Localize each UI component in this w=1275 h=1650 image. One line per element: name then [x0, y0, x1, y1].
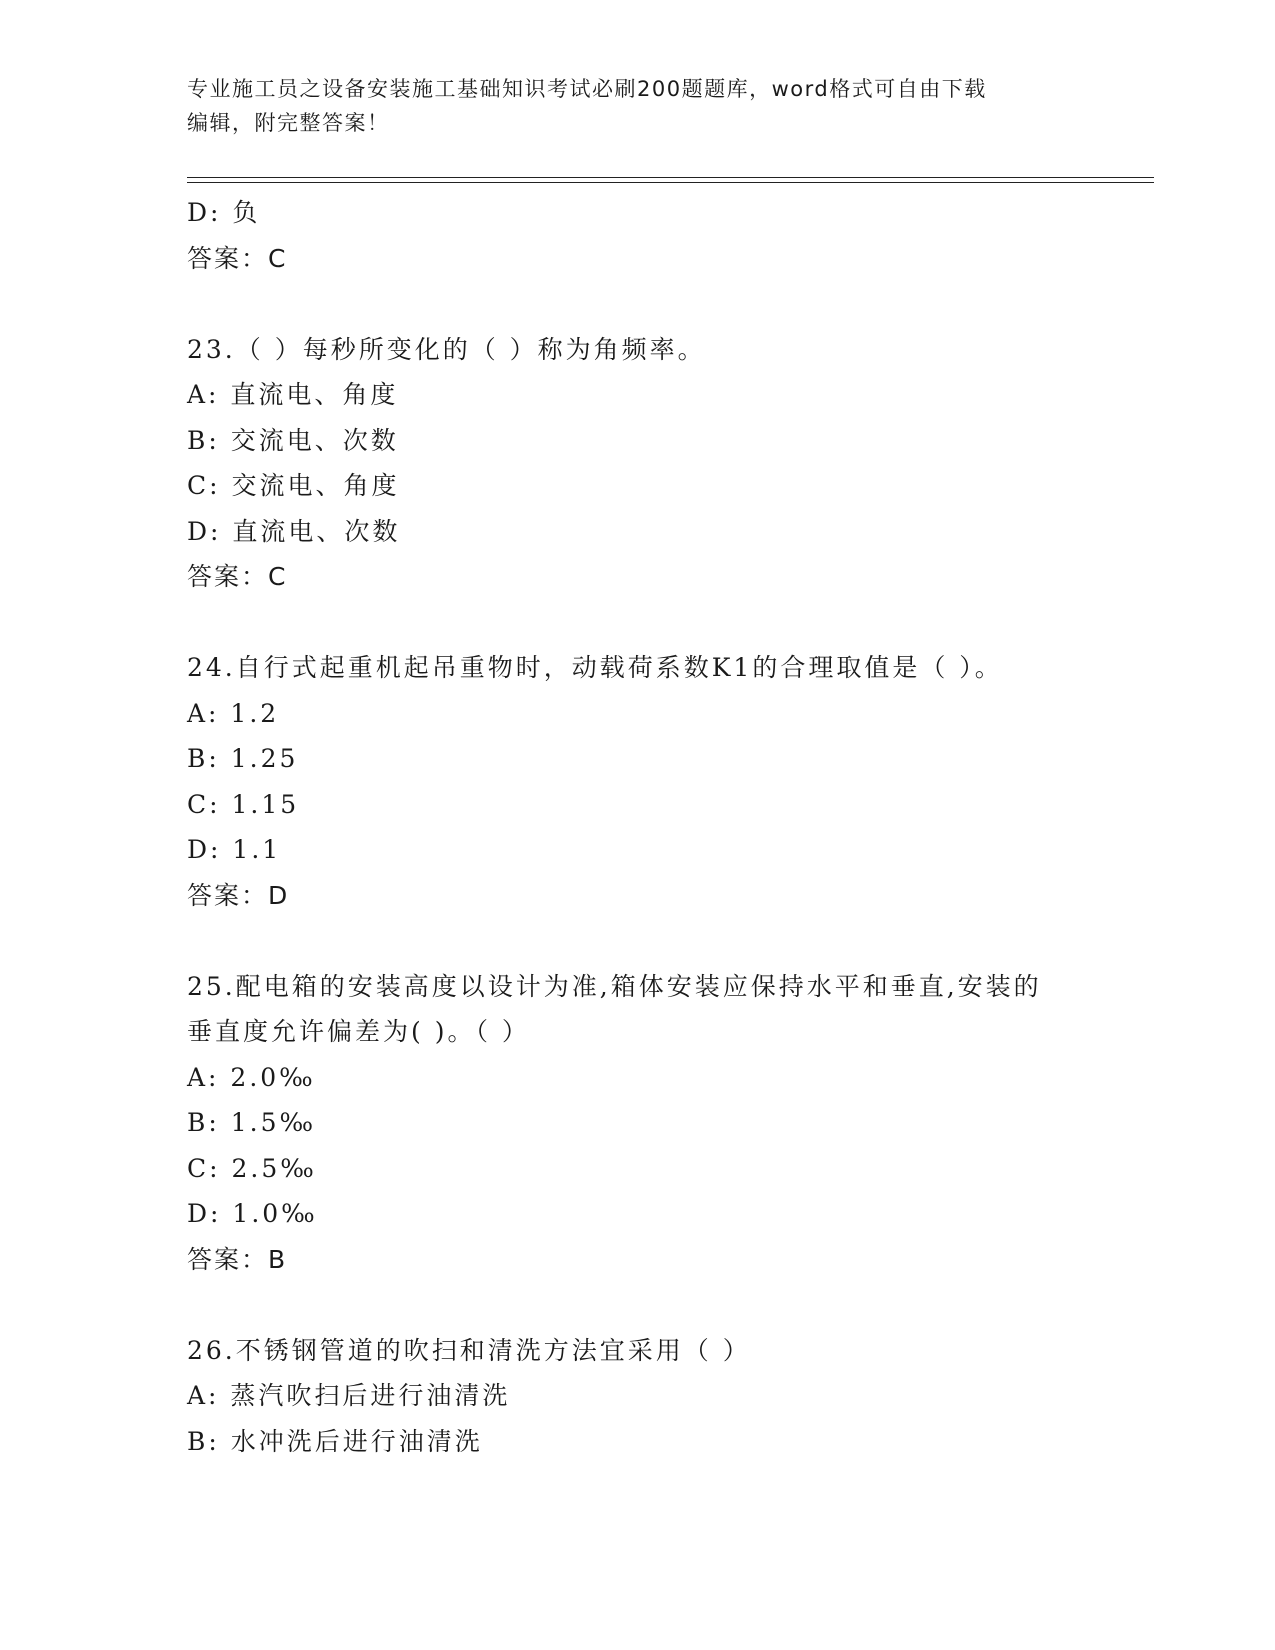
option-d: D: 负	[187, 198, 261, 227]
option-a: A: 直流电、角度	[187, 380, 399, 409]
question-stem: 26.不锈钢管道的吹扫和清洗方法宜采用（ ）	[187, 1335, 751, 1365]
header-line-2: 编辑，附完整答案！	[187, 111, 390, 135]
answer-line: 答案：C	[187, 562, 288, 591]
header-rule-top	[187, 177, 1154, 178]
option-d: D: 1.0‰	[187, 1199, 318, 1228]
answer-line: 答案：B	[187, 1244, 288, 1274]
option-b: B: 水冲洗后进行油清洗	[187, 1426, 483, 1456]
option-b: B: 1.25	[187, 744, 299, 773]
option-c: C: 2.5‰	[187, 1153, 317, 1183]
option-d: D: 1.1	[187, 835, 282, 864]
option-a: A: 1.2	[187, 698, 280, 728]
option-d: D: 直流电、次数	[187, 516, 401, 546]
document-header	[187, 72, 1087, 140]
option-a: A: 2.0‰	[187, 1062, 316, 1092]
answer-line: 答案：C	[187, 243, 288, 273]
option-b: B: 交流电、次数	[187, 425, 399, 455]
question-stem: 23.（ ）每秒所变化的（ ）称为角频率。	[187, 334, 706, 364]
header-line-1: 专业施工员之设备安装施工基础知识考试必刷200题题库，word格式可自由下载	[187, 77, 987, 101]
option-b: B: 1.5‰	[187, 1108, 317, 1137]
option-c: C: 1.15	[187, 789, 300, 819]
question-content	[187, 190, 1107, 1464]
question-stem: 24.自行式起重机起吊重物时，动载荷系数K1的合理取值是（ ）。	[187, 653, 1003, 682]
header-rule-bottom	[187, 182, 1154, 183]
question-stem-continued: 垂直度允许偏差为( )。（ ）	[187, 1017, 530, 1046]
question-stem: 25.配电箱的安装高度以设计为准,箱体安装应保持水平和垂直,安装的	[187, 971, 1042, 1001]
option-a: A: 蒸汽吹扫后进行油清洗	[187, 1381, 511, 1410]
answer-line: 答案：D	[187, 880, 290, 910]
option-c: C: 交流电、角度	[187, 471, 400, 500]
